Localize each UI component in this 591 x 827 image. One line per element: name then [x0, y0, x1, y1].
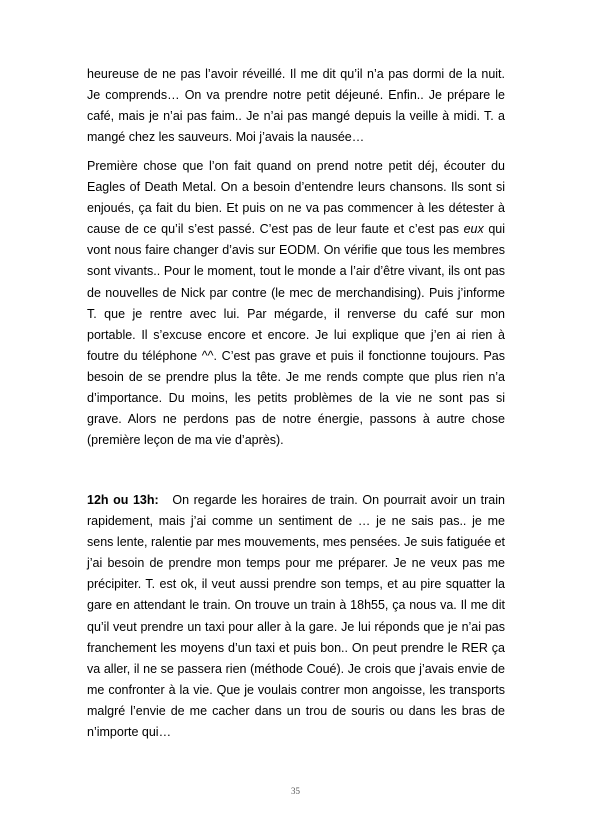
page-number: 35 [291, 786, 300, 796]
paragraph-2-text-start: Première chose que l’on fait quand on prend notre petit déj, écouter du Eagles of Death Metal. On a besoin d’entendre leurs chansons. Ils sont si enjoués, ça fait du bien. Et puis on ne va pas commencer à les détester à cause de ce qu’il s’est passé. C’est pas de leur faute et c’est pas [87, 159, 505, 237]
time-heading: 12h ou 13h: [87, 493, 159, 507]
paragraph-2-text [87, 156, 505, 451]
paragraph-2-italic-word: eux [463, 222, 484, 237]
paragraph-3-text [87, 490, 505, 743]
paragraph-2-text-end: qui vont nous faire changer d’avis sur EODM. On vérifie que tous les membres sont vivants.. Pour le moment, tout le monde a l’air d’être vivant, ils ont pas de nouvelles de Nick par contre (le mec de merchandising). Puis j’informe T. que je rentre avec lui. Par mégarde, il renverse du café sur mon portable. Il s’excuse encore et encore. Je lui explique que j’en ai rien à foutre du téléphone ^^. C’est pas grave et puis il fonctionne toujours. Pas besoin de se prendre plus la tête. Je me rends compte que plus rien n’a d’importance. Du moins, les petits problèmes de la vie ne sont pas si grave. Alors ne perdons pas de notre énergie, passons à autre chose (première leçon de ma vie d’après). [87, 222, 505, 448]
paragraph-3-body: On regarde les horaires de train. On pourrait avoir un train rapidement, mais j’ai comme un sentiment de … je ne sais pas.. je me sens lente, ralentie par mes mouvements, mes pensées. Je suis fatiguée et j’ai besoin de prendre mon temps pour me préparer. Je ne veux pas me précipiter. T. est ok, il veut aussi prendre son temps, et au pire squatter la gare en attendant le train. On trouve un train à 18h55, ça nous va. Il me dit qu’il veut prendre un taxi pour aller à la gare. Je lui réponds que je n’ai pas franchement les moyens d’un taxi et puis bon.. On peut prendre le RER ça va aller, il ne se passera rien (méthode Coué). Je crois que j’avais envie de me confronter à la vie. Que je voulais contrer mon angoisse, les transports malgré l’envie de me cacher dans un trou de souris ou dans les bras de n’importe qui… [87, 493, 505, 740]
paragraph-1-text: heureuse de ne pas l’avoir réveillé. Il me dit qu’il n’a pas dormi de la nuit. Je comprends… On va prendre notre petit déjeuné. Enfin.. Je prépare le café, mais je n’ai pas faim.. Je n’ai pas mangé depuis la veille à midi. T. a mangé chez les sauveurs. Moi j’avais la nausée… [87, 67, 505, 145]
paragraph-3 [87, 490, 505, 743]
paragraph-1 [87, 64, 505, 148]
paragraph-2 [87, 156, 505, 451]
